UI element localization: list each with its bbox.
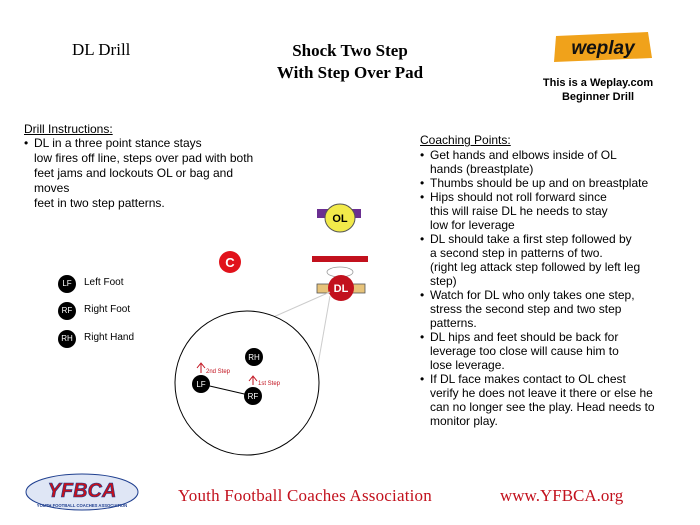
coaching-point: • Watch for DL who only takes one step, stress the second step and two step patterns. bbox=[420, 288, 682, 330]
instructions-text: DL in a three point stance stays low fires off line, steps over pad with both feet jams and lockouts OL or bag and moves feet in two step patterns. bbox=[34, 136, 254, 210]
lf-label: LF bbox=[196, 380, 206, 389]
coach-label: C bbox=[225, 255, 235, 270]
coaching-point: • If DL face makes contact to OL chest verify he does not leave it there or else he can no longer see the play. Head needs to monitor play. bbox=[420, 372, 682, 428]
yfbca-logo bbox=[22, 470, 142, 514]
title-line-2: With Step Over Pad bbox=[276, 63, 424, 82]
coaching-point: • Hips should not roll forward since this will raise DL he needs to stay low for leverage bbox=[420, 190, 682, 232]
legend-marker: RF bbox=[58, 302, 76, 320]
coaching-heading: Coaching Points: bbox=[420, 133, 511, 147]
coaching-point: • Get hands and elbows inside of OL hands (breastplate) bbox=[420, 148, 682, 176]
rh-label: RH bbox=[248, 353, 260, 362]
coaching-point: • DL should take a first step followed by a second step in patterns of two. (right leg attack step followed by left leg step) bbox=[420, 232, 682, 288]
legend-marker: LF bbox=[58, 275, 76, 293]
footer-url[interactable]: www.YFBCA.org bbox=[500, 486, 624, 505]
drill-label: DL Drill bbox=[72, 40, 131, 59]
rf-label: RF bbox=[247, 392, 259, 401]
legend-label: Right Hand bbox=[84, 332, 135, 343]
step-over-pad bbox=[312, 256, 368, 262]
yfbca-logo-text: YFBCA bbox=[47, 480, 117, 502]
coaching-point: • DL hips and feet should be back for leverage too close will cause him to lose leverage. bbox=[420, 330, 682, 372]
logo-note-line-1: This is a Weplay.com bbox=[542, 77, 654, 89]
logo-note-line-2: Beginner Drill bbox=[561, 91, 635, 103]
coaching-point: • Thumbs should be up and on breastplate bbox=[420, 176, 682, 190]
dl-label: DL bbox=[333, 283, 349, 295]
title-line-1: Shock Two Step bbox=[292, 41, 408, 60]
legend-marker: RH bbox=[58, 330, 76, 348]
bullet-icon: • bbox=[24, 136, 29, 150]
first-step-label: 1st Step bbox=[258, 381, 281, 387]
yfbca-logo-subtext: YOUTH FOOTBALL COACHES ASSOCIATION bbox=[36, 503, 128, 508]
ol-label: OL bbox=[332, 213, 348, 225]
instructions-heading: Drill Instructions: bbox=[24, 122, 113, 136]
zoom-guide-line bbox=[316, 296, 330, 376]
second-step-label: 2nd Step bbox=[206, 369, 231, 375]
legend-label: Right Foot bbox=[84, 304, 131, 315]
legend-label: Left Foot bbox=[84, 277, 124, 288]
footer-org-name: Youth Football Coaches Association bbox=[178, 486, 432, 505]
weplay-logo-text: weplay bbox=[571, 38, 635, 59]
